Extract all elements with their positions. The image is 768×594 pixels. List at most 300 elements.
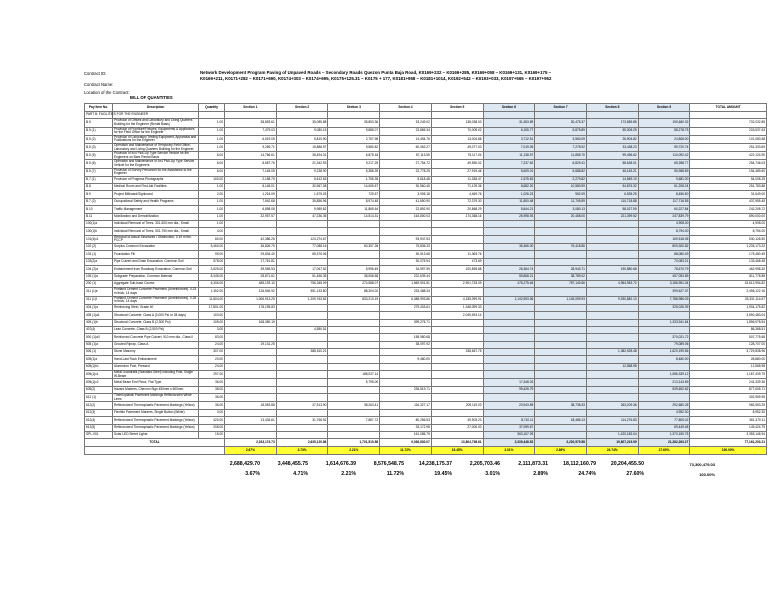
total-amount: 101,083.58 bbox=[690, 135, 767, 143]
section-amount: 158,980.68 bbox=[380, 334, 432, 341]
table-header-row bbox=[85, 104, 767, 112]
percent-label bbox=[85, 447, 225, 455]
section-amount: 37,513.90 bbox=[276, 402, 328, 409]
section-amount: 2,279.82 bbox=[535, 176, 587, 183]
section-amount bbox=[328, 431, 380, 438]
section-amount bbox=[586, 251, 638, 258]
item-description: Portland Cement Concrete Pavement (Unreinforced), 0.28 m thick, 14 days bbox=[113, 296, 199, 304]
total-label: TOTAL bbox=[85, 439, 225, 447]
table-row bbox=[85, 402, 767, 409]
section-amount: 8,456.50 bbox=[638, 191, 690, 198]
summary-amount: 2,205,703.46 bbox=[469, 461, 500, 468]
item-description: Traffic Management bbox=[113, 206, 199, 213]
total-amount: 194,489.60 bbox=[690, 168, 767, 176]
section-amount bbox=[586, 379, 638, 386]
section-amount bbox=[483, 349, 535, 356]
section-amount: 4,335,099.91 bbox=[431, 296, 483, 304]
item-description: Reflectorized Thermoplastic Pavement Markings (Yellow) bbox=[113, 424, 199, 431]
section-amount bbox=[638, 112, 690, 119]
section-amount: 79,089.06 bbox=[638, 341, 690, 348]
column-header: Section 4 bbox=[380, 104, 432, 112]
section-amount: 51,456.35 bbox=[276, 273, 328, 280]
section-amount: 188,037.14 bbox=[328, 371, 380, 379]
table-row bbox=[85, 198, 767, 205]
section-amount: 23,865.34 bbox=[380, 127, 432, 135]
item-description: Solar LED Street Lights bbox=[113, 431, 199, 438]
section-amount bbox=[638, 363, 690, 370]
section-amount: 7,887.72 bbox=[328, 417, 380, 424]
item-description: Embankment from Roadway Excavation, Common Soil bbox=[113, 266, 199, 273]
table-row bbox=[85, 235, 767, 243]
section-amount: 221,399.52 bbox=[586, 213, 638, 220]
quantity: 20.00 bbox=[199, 356, 225, 363]
section-amount: 9,989.82 bbox=[276, 206, 328, 213]
quantity: 1.00 bbox=[199, 119, 225, 127]
section-amount bbox=[483, 228, 535, 235]
section-amount: 4,964,953.72 bbox=[586, 280, 638, 287]
section-amount bbox=[431, 431, 483, 438]
section-amount bbox=[483, 326, 535, 333]
pay-item-no: 404 (1)a bbox=[85, 304, 113, 311]
section-amount bbox=[276, 386, 328, 393]
section-amount: 7,542.68 bbox=[225, 198, 277, 205]
pay-item-no: 505 (1)a bbox=[85, 341, 113, 348]
section-amount: 60,062.27 bbox=[380, 143, 432, 151]
quantity: 3.00 bbox=[199, 409, 225, 416]
section-total: 2,635,120.86 bbox=[276, 439, 328, 447]
section-amount bbox=[535, 409, 587, 416]
section-amount bbox=[276, 356, 328, 363]
section-amount bbox=[483, 341, 535, 348]
section-amount: 1,382,928.48 bbox=[586, 349, 638, 356]
item-description: Stone Masonry bbox=[113, 349, 199, 356]
section-amount bbox=[586, 112, 638, 119]
section-amount bbox=[586, 334, 638, 341]
section-amount bbox=[535, 341, 587, 348]
section-amount bbox=[586, 304, 638, 311]
summary-percent-total: 100.00% bbox=[699, 472, 715, 478]
section-amount bbox=[535, 431, 587, 438]
table-row bbox=[85, 326, 767, 333]
section-amount: 539,600.62 bbox=[638, 386, 690, 393]
section-amount: 38,097.92 bbox=[380, 341, 432, 348]
section-amount bbox=[328, 221, 380, 228]
quantity: 2.00 bbox=[199, 191, 225, 198]
item-description: Provision of 4x4 Pick-Up Type Service Vehicle for the Engineers on Bare Rental Basis bbox=[113, 152, 199, 160]
table-row bbox=[85, 394, 767, 402]
section-amount: 1,142,593.36 bbox=[483, 296, 535, 304]
total-amount: 302,959.95 bbox=[690, 394, 767, 402]
section-amount: 36,826.75 bbox=[225, 244, 277, 251]
section-amount: 8,682.20 bbox=[483, 184, 535, 191]
section-amount bbox=[586, 326, 638, 333]
section-amount bbox=[535, 424, 587, 431]
item-description: Thermoplastic Pavement Markings Reflectorized White Lines bbox=[113, 394, 199, 402]
pay-item-no: 605(1)c2 bbox=[85, 379, 113, 386]
section-amount: 5,388.39 bbox=[328, 168, 380, 176]
quantity: 1.00 bbox=[199, 213, 225, 220]
section-amount: 18,486.13 bbox=[535, 417, 587, 424]
total-amount: 8,952.30 bbox=[690, 409, 767, 416]
section-amount: 11,138.97 bbox=[483, 152, 535, 160]
section-amount bbox=[328, 394, 380, 402]
pay-item-no: B.11 bbox=[85, 213, 113, 220]
pay-item-no: B.5 (2) bbox=[85, 135, 113, 143]
section-amount bbox=[483, 409, 535, 416]
section-amount: 49,077.03 bbox=[431, 143, 483, 151]
section-amount bbox=[431, 409, 483, 416]
section-amount: 5,810.90 bbox=[276, 135, 328, 143]
table-row bbox=[85, 431, 767, 438]
section-amount: 30,560.45 bbox=[380, 184, 432, 191]
section-amount bbox=[535, 304, 587, 311]
section-total: 1,701,510.58 bbox=[328, 439, 380, 447]
section-amount: 65,376.06 bbox=[276, 251, 328, 258]
section-amount: 58,278.75 bbox=[638, 127, 690, 135]
section-amount: 88,080.49 bbox=[638, 251, 690, 258]
table-row bbox=[85, 244, 767, 251]
summary-amount: 1,614,676.39 bbox=[325, 461, 356, 468]
section-amount bbox=[586, 312, 638, 319]
section-amount: 49,550.02 bbox=[431, 160, 483, 168]
section-amount: 2,049,493.14 bbox=[431, 312, 483, 319]
column-header: Section 5 bbox=[431, 104, 483, 112]
section-amount bbox=[276, 394, 328, 402]
section-amount: 28,943.71 bbox=[535, 266, 587, 273]
item-description: Subgrade Preparation, Common Material bbox=[113, 273, 199, 280]
section-percent: 2.67% bbox=[225, 447, 277, 455]
item-description: Portland Cement Concrete Pavement (Unreinforced), 0.23 m thick, 14 days bbox=[113, 288, 199, 296]
item-description: Provision of Offices and Laboratory and Living Quarters Building for the Engineer (Rental Basis) bbox=[113, 119, 199, 127]
section-amount: 20,458.00 bbox=[535, 213, 587, 220]
section-amount bbox=[276, 379, 328, 386]
section-amount bbox=[431, 288, 483, 296]
table-row bbox=[85, 191, 767, 198]
section-amount bbox=[431, 319, 483, 326]
section-amount bbox=[586, 394, 638, 402]
section-amount: 11,855.70 bbox=[535, 152, 587, 160]
section-amount: 6,535.25 bbox=[586, 191, 638, 198]
table-row bbox=[85, 341, 767, 348]
quantity: 307.00 bbox=[199, 349, 225, 356]
percent-row bbox=[85, 447, 767, 455]
section-amount: 30,475.37 bbox=[535, 119, 587, 127]
summary-percent: 4.71% bbox=[293, 471, 308, 478]
pay-item-no: 102 (2) bbox=[85, 244, 113, 251]
section-amount: 7,278.92 bbox=[535, 143, 587, 151]
section-percent: 24.74% bbox=[586, 447, 638, 455]
section-amount: 8,687.76 bbox=[225, 160, 277, 168]
section-amount bbox=[328, 356, 380, 363]
item-description: Medical Room and First-Aid Facilities bbox=[113, 184, 199, 191]
section-amount bbox=[276, 221, 328, 228]
section-amount bbox=[328, 424, 380, 431]
column-header: Section 7 bbox=[535, 104, 587, 112]
quantity: 24.00 bbox=[199, 363, 225, 370]
section-amount: 1,086,339.12 bbox=[638, 371, 690, 379]
section-amount: 26,904.82 bbox=[586, 135, 638, 143]
section-amount bbox=[276, 312, 328, 319]
section-amount: 164,800.03 bbox=[380, 213, 432, 220]
section-total: 19,807,219.99 bbox=[586, 439, 638, 447]
section-amount bbox=[535, 251, 587, 258]
section-amount: 22,892.90 bbox=[380, 206, 432, 213]
section-amount: 71,129.36 bbox=[431, 184, 483, 191]
section-amount: 34,997.59 bbox=[380, 266, 432, 273]
section-amount: 8,480.00 bbox=[638, 356, 690, 363]
total-amount: 507,775.68 bbox=[690, 334, 767, 341]
section-amount bbox=[586, 356, 638, 363]
section-amount: 1,755.35 bbox=[328, 176, 380, 183]
section-amount: 124,274.67 bbox=[276, 235, 328, 243]
table-row bbox=[85, 424, 767, 431]
section-percent: 19.45% bbox=[431, 447, 483, 455]
section-amount: 70,083.21 bbox=[638, 258, 690, 265]
quantity: 1.00 bbox=[199, 135, 225, 143]
section-amount: 274,588.07 bbox=[328, 280, 380, 287]
section-amount: 1,575.63 bbox=[483, 176, 535, 183]
item-description: Operation and Maintenance of 4x4 Pick-Up Type Service Vehicle for the Engineers bbox=[113, 160, 199, 168]
quantity: 80.00 bbox=[199, 235, 225, 243]
pay-item-no: 612 (1) bbox=[85, 394, 113, 402]
total-amount: 1,235,173.22 bbox=[690, 244, 767, 251]
boq-title: BILL OF QUANTITIES bbox=[130, 95, 173, 100]
section-amount: 9,269.71 bbox=[225, 143, 277, 151]
column-header: Description bbox=[113, 104, 199, 112]
section-amount: 20,868.29 bbox=[431, 206, 483, 213]
section-amount: 38,789.02 bbox=[535, 273, 587, 280]
section-amount: 33,438.23 bbox=[586, 143, 638, 151]
section-amount: 13,434.61 bbox=[225, 417, 277, 424]
section-amount: 3,080.13 bbox=[535, 206, 587, 213]
section-amount bbox=[431, 228, 483, 235]
summary-percent: 3.01% bbox=[485, 471, 500, 478]
section-amount: 38,068.58 bbox=[328, 273, 380, 280]
section-amount: 725.57 bbox=[328, 191, 380, 198]
section-amount bbox=[483, 258, 535, 265]
total-amount: 1,896,978.54 bbox=[690, 319, 767, 326]
section-amount bbox=[225, 312, 277, 319]
section-amount bbox=[276, 258, 328, 265]
section-amount: 18,553.88 bbox=[225, 402, 277, 409]
pay-item-no: 405 (1)a1 bbox=[85, 312, 113, 319]
pay-item-no: 104 (2)a bbox=[85, 266, 113, 273]
section-amount bbox=[225, 112, 277, 119]
section-amount bbox=[431, 379, 483, 386]
total-amount: 4,908.00 bbox=[690, 221, 767, 228]
pay-item-no: 506 (1) bbox=[85, 349, 113, 356]
percent-total: 100.00% bbox=[690, 447, 767, 455]
section-amount: 14,514.31 bbox=[328, 213, 380, 220]
item-description: Mobilization and Demobilization bbox=[113, 213, 199, 220]
contract-id-label: Contract ID: bbox=[84, 71, 107, 76]
item-description: Aluminium Post, Pressed bbox=[113, 363, 199, 370]
section-amount: 7,237.62 bbox=[483, 160, 535, 168]
section-amount: 1,215.09 bbox=[225, 191, 277, 198]
section-amount: 161,085.75 bbox=[380, 431, 432, 438]
section-amount: 9,480.00 bbox=[380, 356, 432, 363]
item-description: Project Billboard/Signboard bbox=[113, 191, 199, 198]
section-amount: 292,680.25 bbox=[638, 402, 690, 409]
section-amount bbox=[483, 319, 535, 326]
summary-percent: 19.45% bbox=[434, 471, 452, 478]
item-description: Lean Concrete, Class B (2,500 Psi) bbox=[113, 326, 199, 333]
pay-item-no: B.5 (5) bbox=[85, 152, 113, 160]
section-amount: 110,718.88 bbox=[586, 198, 638, 205]
total-amount: 422,124.90 bbox=[690, 152, 767, 160]
item-description: Flexible Pavement Markers, Single Button (White) bbox=[113, 409, 199, 416]
total-amount: 702,032.85 bbox=[690, 119, 767, 127]
section-amount: 457,053.89 bbox=[638, 273, 690, 280]
section-amount: 2,901,728.09 bbox=[431, 280, 483, 287]
table-row bbox=[85, 266, 767, 273]
section-amount: 31,363.89 bbox=[483, 119, 535, 127]
section-amount: 14,065.57 bbox=[328, 184, 380, 191]
summary-amount: 3,448,455.75 bbox=[277, 461, 308, 468]
section-amount: 787,140.66 bbox=[535, 280, 587, 287]
section-amount bbox=[328, 341, 380, 348]
section-amount: 99,426.79 bbox=[483, 386, 535, 393]
section-amount bbox=[535, 379, 587, 386]
summary-percent: 3.67% bbox=[245, 471, 260, 478]
section-amount: 14,569.10 bbox=[586, 176, 638, 183]
item-description: Hazard Markers, Chevron Sign 450mm x 600mm bbox=[113, 386, 199, 393]
section-amount bbox=[328, 258, 380, 265]
pay-item-no: 500 (1)a3 bbox=[85, 334, 113, 341]
total-amount: 86,368.51 bbox=[690, 326, 767, 333]
section-amount: 80,256.53 bbox=[380, 417, 432, 424]
section-amount bbox=[431, 386, 483, 393]
item-description: Surplus Common Excavation bbox=[113, 244, 199, 251]
quantity: 1,352.00 bbox=[199, 288, 225, 296]
quantity: 105.00 bbox=[199, 319, 225, 326]
table-row bbox=[85, 221, 767, 228]
total-amount bbox=[690, 112, 767, 119]
quantity: 1.00 bbox=[199, 198, 225, 205]
total-amount: 175,480.49 bbox=[690, 251, 767, 258]
section-amount: 9,080.15 bbox=[276, 127, 328, 135]
section-amount: 55,968.69 bbox=[638, 168, 690, 176]
total-amount: 31,649.00 bbox=[690, 191, 767, 198]
section-amount: 114,276.83 bbox=[586, 417, 638, 424]
section-amount: 338,667.75 bbox=[431, 349, 483, 356]
section-amount: 1,420,183.04 bbox=[586, 431, 638, 438]
quantity: 3.00 bbox=[199, 326, 225, 333]
section-amount bbox=[380, 221, 432, 228]
column-header: Section 2 bbox=[276, 104, 328, 112]
table-row bbox=[85, 176, 767, 183]
quantity: 578.00 bbox=[199, 258, 225, 265]
section-amount bbox=[225, 386, 277, 393]
section-amount bbox=[483, 251, 535, 258]
section-amount bbox=[225, 379, 277, 386]
section-amount: 9,885.07 bbox=[328, 127, 380, 135]
section-amount: 9,580.82 bbox=[328, 143, 380, 151]
section-amount: 37,099.67 bbox=[483, 424, 535, 431]
pay-item-no: 311 (1)f bbox=[85, 296, 113, 304]
section-amount: 4,580.51 bbox=[276, 326, 328, 333]
section-amount: 1,145,099.93 bbox=[535, 296, 587, 304]
section-amount bbox=[225, 228, 277, 235]
section-amount: 9,238.90 bbox=[276, 168, 328, 176]
contract-name: Network Development Program Paving of Unpaved Roads – Secondary Roads Quezon Punta Baja Road, K0169+232 – K0169+285, K0169+058 – K0169+131, K0169+175 – K0169+211, K0171+282 – K0171+690, K0174+303 – K0174+695, K0175+125.31 – K0175 + 177, K0181+958 – K0181+1014, K0192+542 – K0193+033, K0197+565 – K0197+952 bbox=[200, 70, 552, 81]
section-amount bbox=[431, 112, 483, 119]
summary-percent: 27.60% bbox=[626, 471, 644, 478]
section-amount bbox=[225, 371, 277, 379]
item-description: Aggregate Sub-base Course bbox=[113, 280, 199, 287]
section-amount: 6,088,993.86 bbox=[380, 296, 432, 304]
item-description: Reinforcing Steel, Grade 40 bbox=[113, 304, 199, 311]
total-amount: 811,778.88 bbox=[690, 273, 767, 280]
pay-item-no: B.5 (7) bbox=[85, 168, 113, 176]
pay-item-no: 105 (1)a bbox=[85, 273, 113, 280]
section-amount bbox=[276, 228, 328, 235]
section-amount: 32,957.57 bbox=[225, 213, 277, 220]
quantity: 1.00 bbox=[199, 206, 225, 213]
pay-item-no: 103(2)a bbox=[85, 258, 113, 265]
section-amount bbox=[276, 334, 328, 341]
pay-item-no: B.9 bbox=[85, 191, 113, 198]
section-amount: 70,009.02 bbox=[431, 127, 483, 135]
section-amount bbox=[535, 312, 587, 319]
section-amount: 8,974.48 bbox=[328, 198, 380, 205]
quantity: 17,801.00 bbox=[199, 304, 225, 311]
total-amount: 2,496,122.16 bbox=[690, 288, 767, 296]
section-amount: 7,479.03 bbox=[225, 127, 277, 135]
section-amount: 833,213.19 bbox=[328, 296, 380, 304]
section-amount: 29,834.40 bbox=[225, 251, 277, 258]
bill-of-quantities-table bbox=[84, 103, 767, 455]
pay-item-no: 311 (1)e bbox=[85, 288, 113, 296]
section-amount bbox=[276, 319, 328, 326]
section-amount: 7,788,986.03 bbox=[638, 296, 690, 304]
section-amount: 263,209.36 bbox=[586, 402, 638, 409]
table-row bbox=[85, 409, 767, 416]
section-amount: 30,967.08 bbox=[276, 184, 328, 191]
section-amount bbox=[328, 386, 380, 393]
section-amount: 168,080.19 bbox=[225, 319, 277, 326]
section-amount bbox=[483, 394, 535, 402]
section-total: 13,804,798.61 bbox=[431, 439, 483, 447]
section-amount bbox=[431, 326, 483, 333]
section-amount: 69,449.48 bbox=[638, 424, 690, 431]
section-amount: 12,568.98 bbox=[586, 363, 638, 370]
section-amount: 78,670.79 bbox=[638, 266, 690, 273]
section-amount: 11,369.76 bbox=[431, 251, 483, 258]
summary-amount: 2,111,873.31 bbox=[518, 461, 548, 468]
section-amount bbox=[225, 326, 277, 333]
section-amount bbox=[431, 341, 483, 348]
total-amount: 203,537.63 bbox=[690, 127, 767, 135]
section-amount bbox=[638, 312, 690, 319]
quantity: 4.00 bbox=[199, 228, 225, 235]
pay-item-no: 405 (1)b bbox=[85, 319, 113, 326]
section-amount bbox=[328, 112, 380, 119]
section-amount: 20,943.89 bbox=[483, 402, 535, 409]
pay-item-no: PART B: FACILITIES FOR THE ENGINEER bbox=[85, 112, 113, 119]
pay-item-no: 612(3) bbox=[85, 409, 113, 416]
section-amount: 22,778.25 bbox=[380, 168, 432, 176]
section-amount bbox=[431, 221, 483, 228]
section-amount bbox=[380, 379, 432, 386]
section-amount bbox=[535, 334, 587, 341]
section-amount bbox=[535, 394, 587, 402]
section-amount: 26,998.93 bbox=[483, 213, 535, 220]
section-amount bbox=[483, 112, 535, 119]
section-total: 2,220,579.58 bbox=[535, 439, 587, 447]
pay-item-no: 605(1)b1 bbox=[85, 363, 113, 370]
table-row bbox=[85, 319, 767, 326]
